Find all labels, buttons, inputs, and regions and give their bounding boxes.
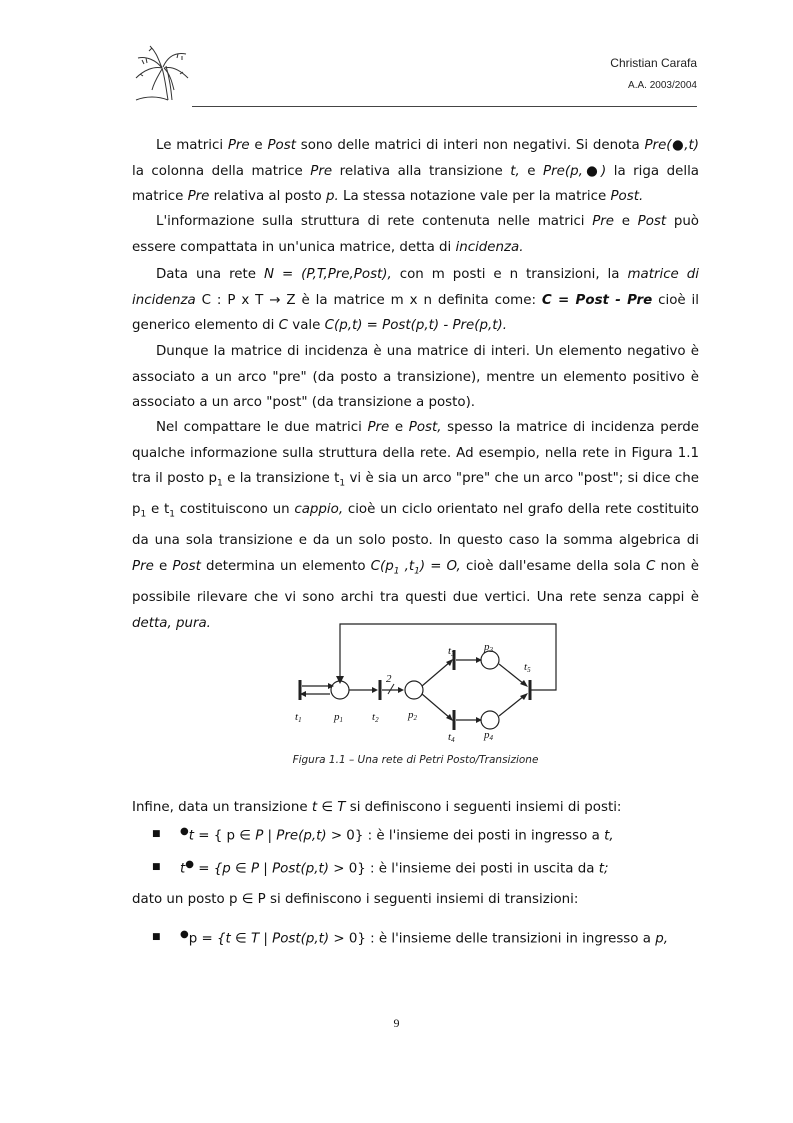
svg-text:t4: t4	[448, 731, 455, 744]
label-weight: 2	[386, 673, 392, 685]
header-year: A.A. 2003/2004	[628, 80, 697, 91]
label-p4: p	[484, 729, 490, 741]
svg-text:p1: p1	[334, 711, 343, 724]
svg-text:t1: t1	[295, 711, 302, 724]
label-t5: t	[524, 661, 528, 673]
svg-text:p4: p4	[484, 729, 493, 742]
header-author: Christian Carafa	[610, 56, 697, 70]
paragraph-6: Infine, data un transizione t ∈ T si definiscono i seguenti insiemi di posti:	[132, 800, 622, 815]
svg-text:p2: p2	[408, 709, 417, 722]
paragraph-3: Data una rete N = (P,T,Pre,Post), con m posti e n transizioni, la matrice di incidenza C : P x T → Z è la matrice m x n definita come: C = Post - Pre cioè il generico elemento di C vale C(p,t) = Post(p,t) - Pre(p,t).	[132, 267, 699, 333]
paragraph-7: dato un posto p ∈ P si definiscono i seguenti insiemi di transizioni:	[132, 892, 579, 907]
label-t1: t	[295, 711, 299, 723]
paragraph-1: Le matrici Pre e Post sono delle matrici di interi non negativi. Si denota Pre(●,t) la colonna della matrice Pre relativa alla transizione t, e Pre(p,●) la riga della matrice Pre relativa al posto p. La stessa notazione vale per la matrice Post.	[132, 138, 699, 204]
paragraph-2: L'informazione sulla struttura di rete contenuta nelle matrici Pre e Post può essere compattata in un'unica matrice, detta di incidenza.	[132, 214, 699, 255]
label-p1: p	[334, 711, 340, 723]
page-number: 9	[393, 1016, 400, 1030]
svg-text:t3: t3	[448, 645, 455, 658]
label-t2: t	[372, 711, 376, 723]
paragraph-5: Nel compattare le due matrici Pre e Post, spesso la matrice di incidenza perde qualche informazione sulla struttura della rete. Ad esempio, nella rete in Figura 1.1 tra il posto $p_1$ e la transizione $t_1$ vi è sia un arco "pre" che un arco "post"; si dice che $p_1$ e $t_1$ costituiscono un cappio, cioè un ciclo orientato nel grafo della rete costituito da una sola transizione e da un solo posto. In questo caso la somma algebrica di Pre e Post determina un elemento $C(p_1$ $,t_1) = O$, cioè dall'esame della sola C non è possibile rilevare che vi sono archi tra questi due vertici. Una rete senza cappi è detta, pura.	[132, 420, 699, 631]
bullet-postset-t: t● = {p ∈ P | Post(p,t) > 0} : è l'insieme dei posti in uscita da t;	[180, 859, 609, 877]
bullet-marker: ■	[152, 862, 161, 872]
arc-t5-p1	[340, 624, 556, 690]
palm-tree-logo-icon	[132, 44, 190, 102]
label-p3: p	[484, 641, 490, 653]
petri-net-figure	[292, 620, 562, 744]
bullet-marker: ■	[152, 829, 161, 839]
place-p4	[481, 711, 499, 729]
paragraph-4: Dunque la matrice di incidenza è una matrice di interi. Un elemento negativo è associato a un arco "pre" (da posto a transizione), mentre un elemento positivo è associato a un arco "post" (da transizione a posto).	[132, 344, 699, 410]
bullet-preset-p: ●p = {t ∈ T | Post(p,t) > 0} : è l'insieme delle transizioni in ingresso a p,	[180, 929, 668, 947]
svg-text:t5: t5	[524, 661, 531, 674]
bullet-marker: ■	[152, 932, 161, 942]
label-t3: t	[448, 645, 452, 657]
label-p2: p	[408, 709, 414, 721]
svg-text:t2: t2	[372, 711, 379, 724]
svg-text:p3: p3	[484, 641, 493, 654]
bullet-preset-t: ●t = { p ∈ P | Pre(p,t) > 0} : è l'insieme dei posti in ingresso a t,	[180, 826, 614, 844]
label-t4: t	[448, 731, 452, 743]
header-rule	[192, 106, 697, 107]
figure-caption: Figura 1.1 – Una rete di Petri Posto/Transizione	[292, 754, 539, 766]
place-p2	[405, 681, 423, 699]
